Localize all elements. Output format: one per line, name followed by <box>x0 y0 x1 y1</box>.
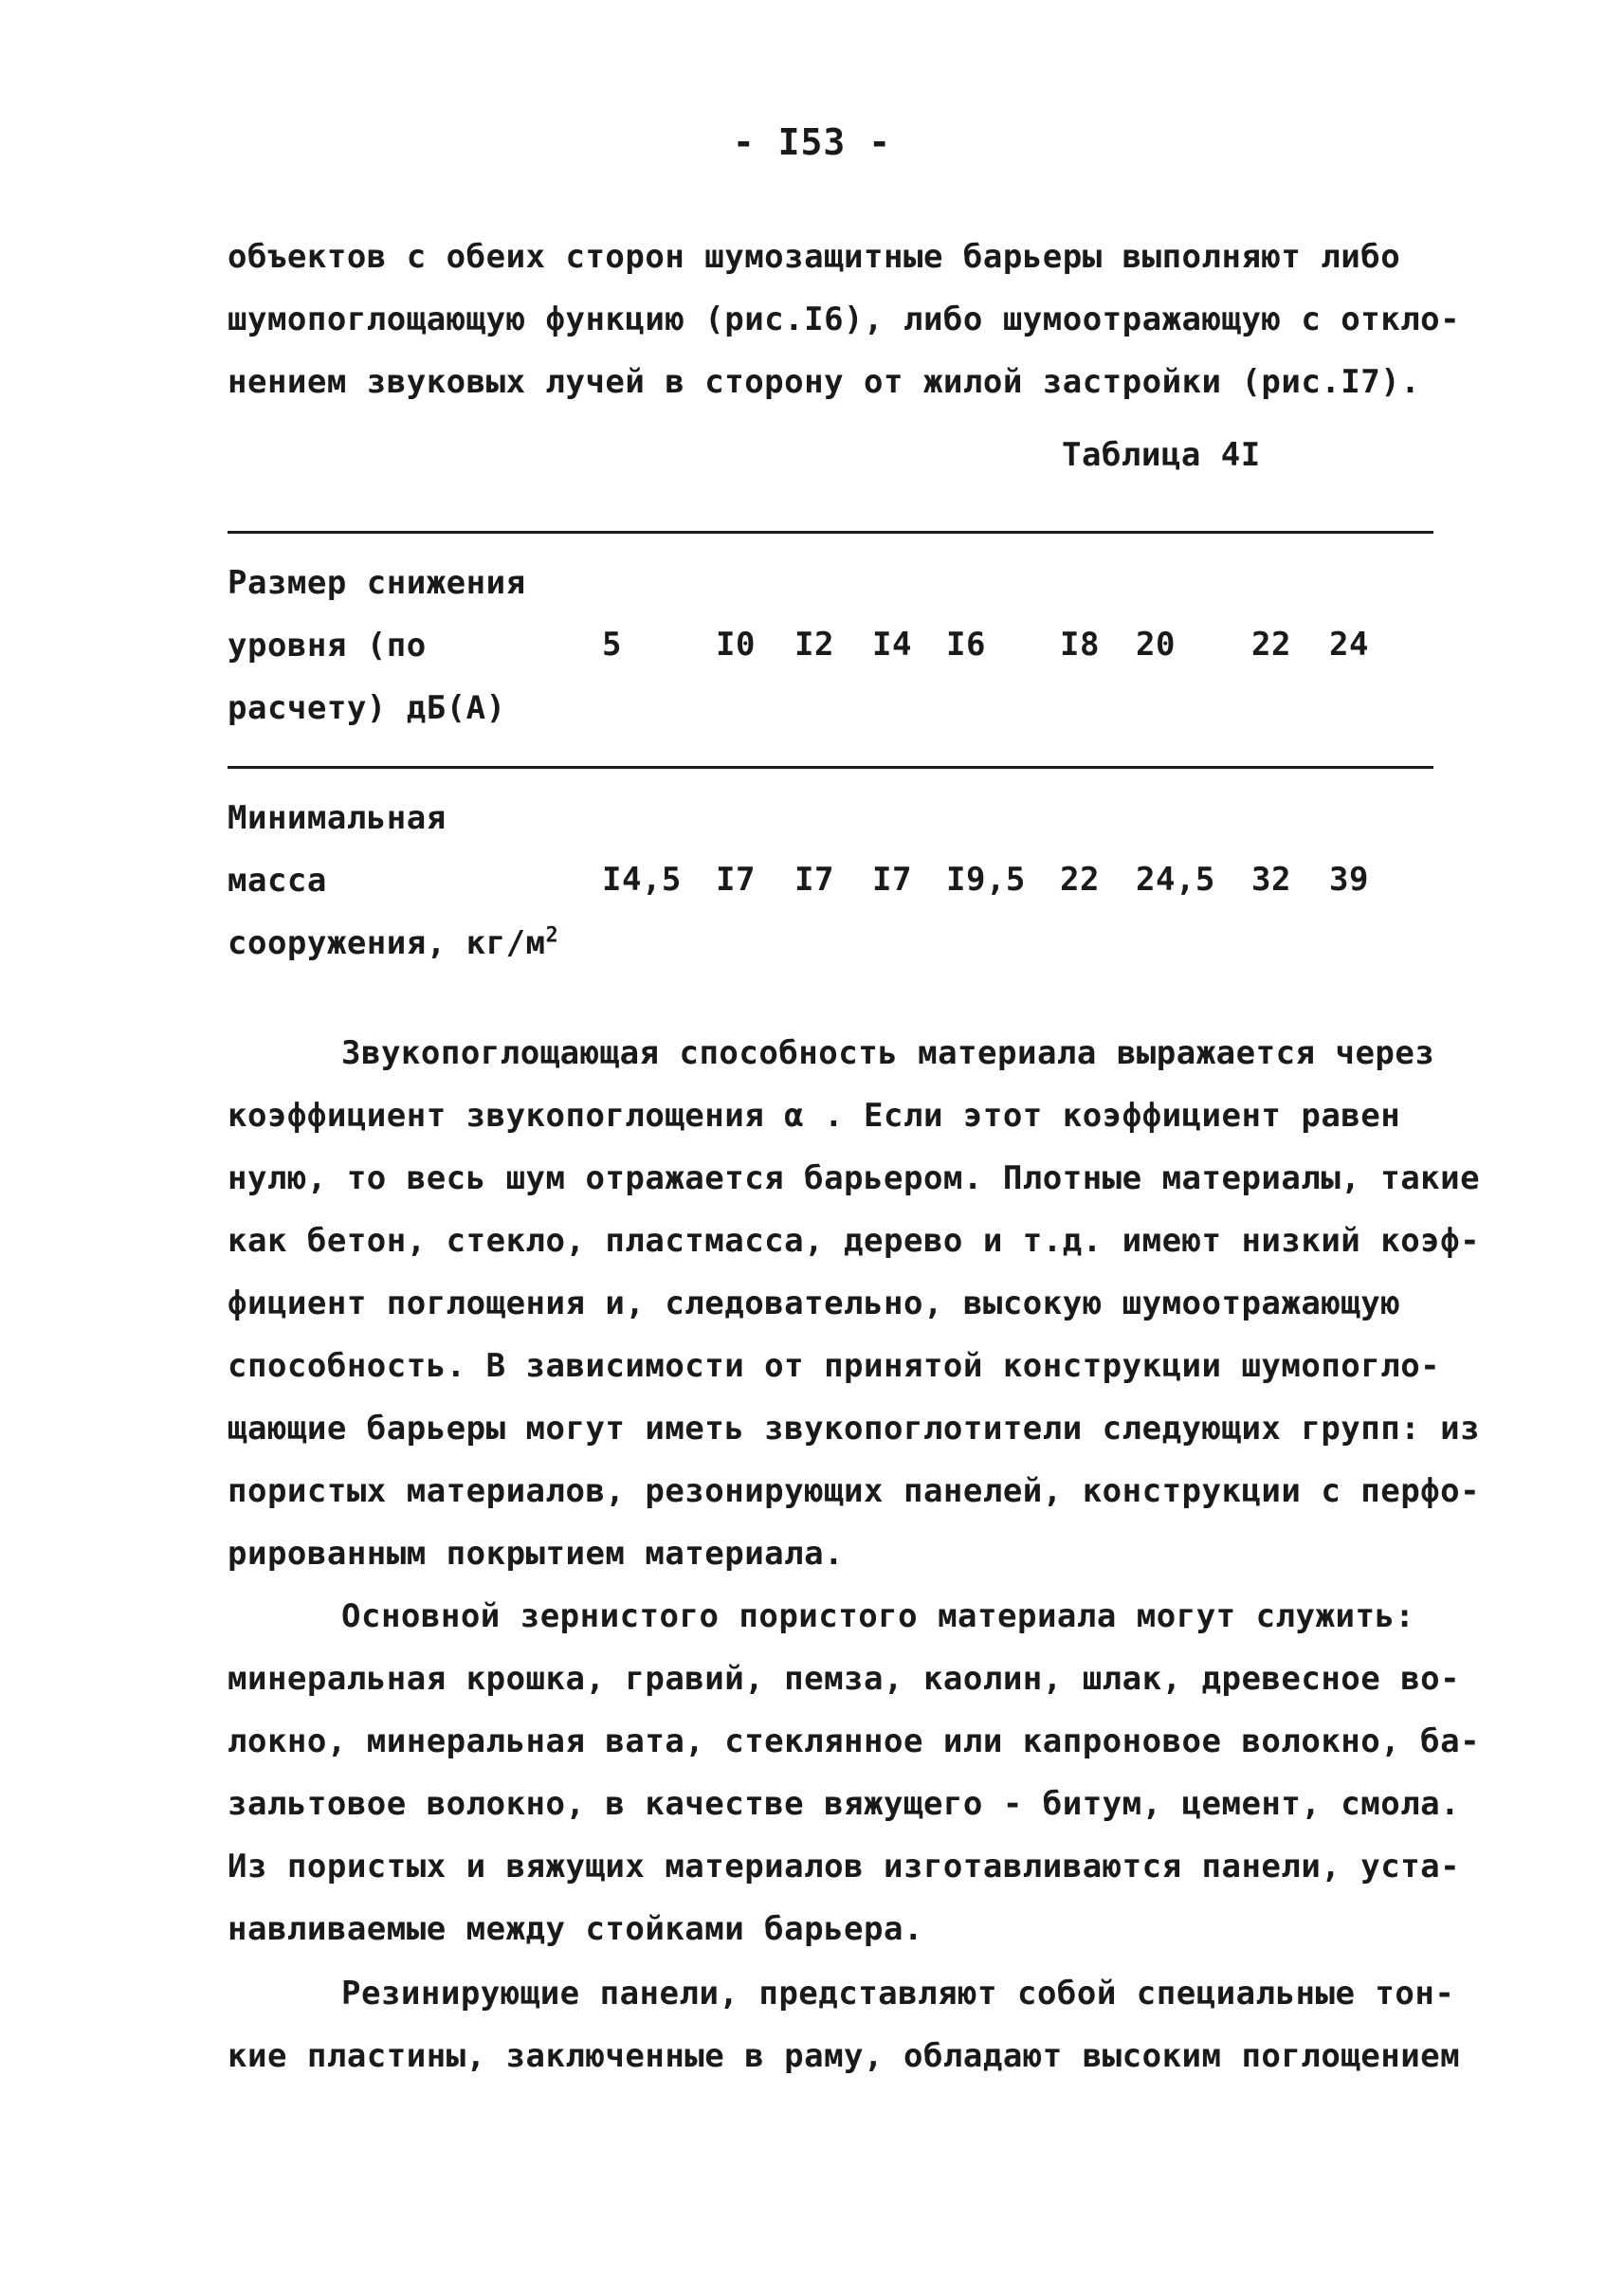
row-label-unit: сооружения, кг/м <box>228 924 546 962</box>
table-row-label <box>228 787 558 974</box>
paragraph-porous-materials <box>228 1585 1481 1960</box>
header-value: I4 <box>872 626 912 664</box>
text-line: нением звуковых лучей в сторону от жилой застройки (рис.I7). <box>228 363 1421 401</box>
row-value: 24,5 <box>1136 861 1215 899</box>
table-top-rule <box>228 531 1433 534</box>
header-value: I0 <box>716 626 756 664</box>
text-line: Основной зернистого пористого материала могут служить: <box>341 1597 1415 1635</box>
text-line: Резинирующие панели, представляют собой специальные тон- <box>341 1975 1455 2013</box>
row-value: I4,5 <box>602 861 682 899</box>
text-line: как бетон, стекло, пластмасса, дерево и т.д. имеют низкий коэф- <box>228 1222 1481 1260</box>
header-value: 20 <box>1136 626 1176 664</box>
header-label-line: Размер снижения <box>228 564 526 602</box>
table-header-label <box>228 552 526 739</box>
header-value: 5 <box>602 626 622 664</box>
row-value: I7 <box>794 861 834 899</box>
text-line: пористых материалов, резонирующих панелей, конструкции с перфо- <box>228 1472 1481 1510</box>
text-line: Звукопоглощающая способность материала выражается через <box>341 1034 1435 1072</box>
paragraph-sound-absorption <box>228 1022 1481 1585</box>
row-label-line <box>228 912 558 974</box>
text-line: шумопоглощающую функцию (рис.I6), либо шумоотражающую с откло- <box>228 301 1461 338</box>
text-line: зальтовое волокно, в качестве вяжущего - битум, цемент, смола. <box>228 1785 1461 1823</box>
table-middle-rule <box>228 766 1433 769</box>
header-value: I8 <box>1060 626 1100 664</box>
header-value: 22 <box>1251 626 1291 664</box>
text-line: коэффициент звукопоглощения α . Если этот коэффициент равен <box>228 1097 1401 1135</box>
text-line: Из пористых и вяжущих материалов изготавливаются панели, уста- <box>228 1848 1461 1885</box>
row-value: I7 <box>716 861 756 899</box>
row-value: 22 <box>1060 861 1100 899</box>
row-value: 39 <box>1329 861 1369 899</box>
text-line: щающие барьеры могут иметь звукопоглотители следующих групп: из <box>228 1410 1481 1448</box>
text-line: локно, минеральная вата, стеклянное или капроновое волокно, ба- <box>228 1722 1481 1760</box>
row-value: 32 <box>1251 861 1291 899</box>
text-line: объектов с обеих сторон шумозащитные барьеры выполняют либо <box>228 238 1401 276</box>
row-value: I9,5 <box>946 861 1026 899</box>
unit-superscript: 2 <box>545 923 559 948</box>
text-line: способность. В зависимости от принятой конструкции шумопогло- <box>228 1347 1441 1385</box>
row-label-line: Минимальная <box>228 799 447 837</box>
text-line: кие пластины, заключенные в раму, обладают высоким поглощением <box>228 2037 1461 2075</box>
page-number: - I53 - <box>732 121 892 163</box>
text-line: фициент поглощения и, следовательно, высокую шумоотражающую <box>228 1284 1401 1322</box>
text-line: рированным покрытием материала. <box>228 1535 845 1573</box>
header-label-line: уровня (по <box>228 627 427 665</box>
row-label-line: масса <box>228 862 327 900</box>
text-line: навливаемые между стойками барьера. <box>228 1910 923 1948</box>
header-value: I2 <box>794 626 834 664</box>
header-value: 24 <box>1329 626 1369 664</box>
header-value: I6 <box>946 626 986 664</box>
table-caption: Таблица 4I <box>1062 436 1261 474</box>
row-value: I7 <box>872 861 912 899</box>
paragraph-resonating-panels <box>228 1962 1461 2087</box>
text-line: минеральная крошка, гравий, пемза, каолин, шлак, древесное во- <box>228 1660 1461 1698</box>
intro-paragraph <box>228 226 1461 413</box>
header-label-line: расчету) дБ(А) <box>228 689 506 727</box>
text-line: нулю, то весь шум отражается барьером. Плотные материалы, такие <box>228 1159 1481 1197</box>
